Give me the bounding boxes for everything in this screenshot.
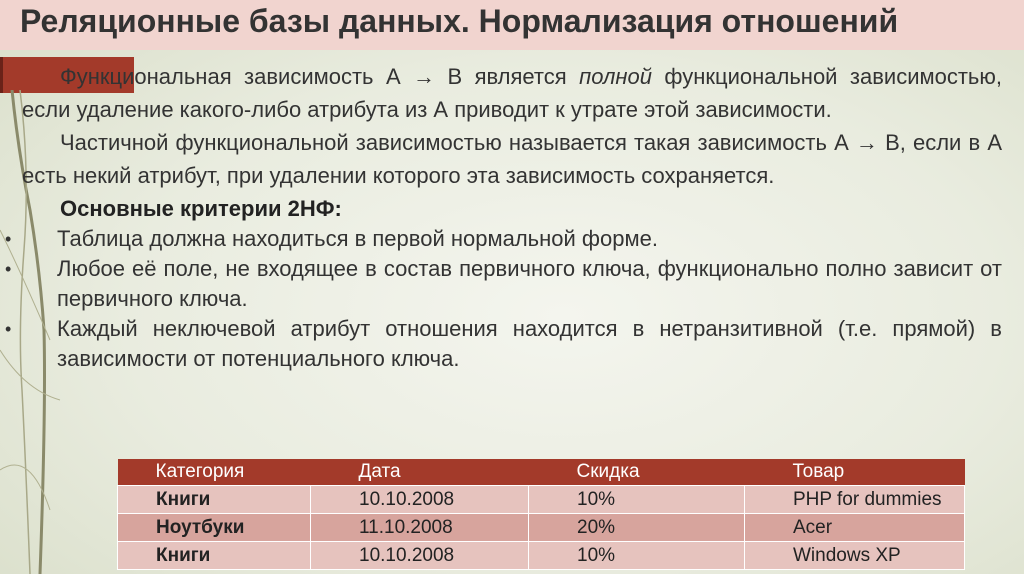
slide-title: Реляционные базы данных. Нормализация отношений <box>20 3 899 39</box>
criteria-item: • Любое её поле, не входящее в состав первичного ключа, функционально полно зависит от первичного ключа. <box>5 256 1002 311</box>
cell-category: Книги <box>118 542 311 570</box>
table-row <box>118 542 965 570</box>
fd-italic: полной <box>579 64 652 89</box>
header-discount: Скидка <box>529 459 745 486</box>
cell-product: Windows XP <box>745 542 965 570</box>
cell-category: Ноутбуки <box>118 514 311 542</box>
criteria-title: Основные критерии 2НФ: <box>60 196 342 221</box>
criteria-item: • Каждый неключевой атрибут отношения находится в нетранзитивной (т.е. прямой) в зависимости от потенциального ключа. <box>5 316 1002 371</box>
cell-date: 10.10.2008 <box>311 486 529 514</box>
cell-discount: 20% <box>529 514 745 542</box>
cell-discount: 10% <box>529 542 745 570</box>
table-header-row <box>118 459 965 486</box>
fd-start: Функциональная зависимость А → В является <box>60 64 580 89</box>
criteria-list <box>5 224 1002 374</box>
paragraph-full-dependency <box>22 60 1002 126</box>
fd-rest: функциональной зависимостью, если удаление какого-либо атрибута из А приводит к утрате этой зависимости. <box>22 64 1002 122</box>
bullet-icon: • <box>5 319 12 339</box>
criteria-item: • Таблица должна находиться в первой нормальной форме. <box>22 224 1002 254</box>
cell-product: PHP for dummies <box>745 486 965 514</box>
bullet-icon: • <box>5 229 12 249</box>
header-product: Товар <box>745 459 965 486</box>
cell-discount: 10% <box>529 486 745 514</box>
header-category: Категория <box>118 459 311 486</box>
table-row <box>118 514 965 542</box>
header-date: Дата <box>311 459 529 486</box>
cell-date: 11.10.2008 <box>311 514 529 542</box>
bullet-icon: • <box>5 259 12 279</box>
paragraph-partial-dependency: Частичной функциональной зависимостью называется такая зависимость А → В, если в А есть некий атрибут, при удалении которого эта зависимость сохраняется. <box>22 130 1002 188</box>
accent-strip <box>0 57 3 93</box>
table-row <box>118 486 965 514</box>
slide-content <box>5 60 1002 374</box>
cell-product: Acer <box>745 514 965 542</box>
example-table <box>117 459 965 570</box>
cell-category: Книги <box>118 486 311 514</box>
cell-date: 10.10.2008 <box>311 542 529 570</box>
